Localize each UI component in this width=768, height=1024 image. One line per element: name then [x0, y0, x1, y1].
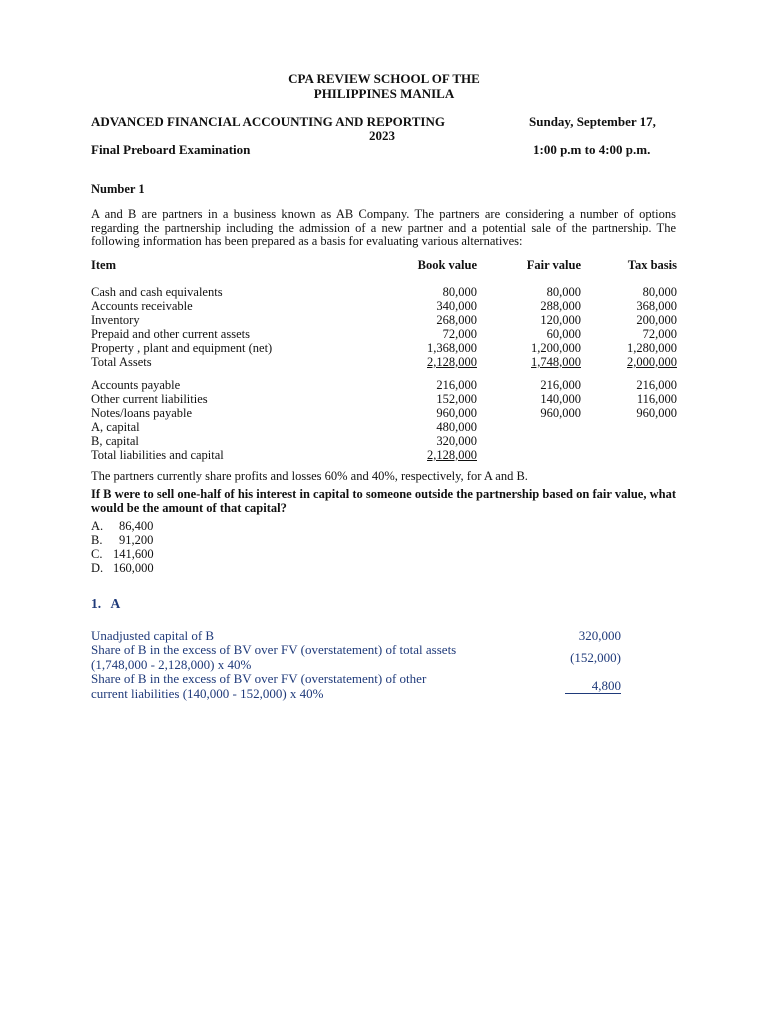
cell-item: B, capital	[91, 434, 139, 448]
cell-fair-value: 288,000	[540, 299, 581, 313]
cell-book-value: 152,000	[436, 392, 477, 406]
cell-tax-basis: 116,000	[636, 392, 677, 406]
solution-line-3-text: Share of B in the excess of BV over FV (overstatement) of other	[91, 671, 427, 686]
cell-item: Cash and cash equivalents	[91, 285, 223, 299]
exam-name: Final Preboard Examination	[91, 142, 251, 157]
cell-fair-value: 1,748,000	[531, 355, 581, 369]
table-row	[91, 406, 677, 420]
solution-line-2-text-cont: (1,748,000 - 2,128,000) x 40%	[91, 657, 252, 672]
table-row	[91, 434, 677, 448]
choice-letter: D.	[91, 561, 104, 575]
exam-date-line2: 2023	[369, 128, 395, 143]
header-fair-value: Fair value	[526, 258, 581, 272]
exam-time: 1:00 p.m to 4:00 p.m.	[533, 142, 651, 157]
cell-item: Total Assets	[91, 355, 152, 369]
cell-item: A, capital	[91, 420, 140, 434]
answer-label: 1. A	[91, 596, 121, 611]
table-row	[91, 392, 677, 406]
cell-book-value: 320,000	[436, 434, 477, 448]
table-total-row	[91, 448, 677, 462]
cell-book-value: 268,000	[436, 313, 477, 327]
table-row	[91, 378, 677, 392]
cell-book-value: 72,000	[442, 327, 477, 341]
cell-book-value: 340,000	[436, 299, 477, 313]
cell-tax-basis: 368,000	[636, 299, 677, 313]
cell-item: Other current liabilities	[91, 392, 208, 406]
cell-fair-value: 120,000	[540, 313, 581, 327]
choice-d[interactable]	[91, 561, 211, 575]
cell-book-value: 2,128,000	[427, 448, 477, 462]
cell-fair-value: 216,000	[540, 378, 581, 392]
solution-line-2-amount: (152,000)	[570, 650, 621, 665]
cell-fair-value: 60,000	[546, 327, 581, 341]
question-text: If B were to sell one-half of his interest in capital to someone outside the partnership based on fair value, what would be the amount of that capital?	[91, 487, 676, 515]
cell-item: Property , plant and equipment (net)	[91, 341, 273, 355]
cell-item: Prepaid and other current assets	[91, 327, 250, 341]
cell-tax-basis: 80,000	[642, 285, 677, 299]
cell-book-value: 216,000	[436, 378, 477, 392]
cell-item: Accounts payable	[91, 378, 181, 392]
header-item: Item	[91, 258, 116, 272]
choice-letter: A.	[91, 519, 104, 533]
solution-line-3-text-cont: current liabilities (140,000 - 152,000) x 40%	[91, 686, 324, 701]
cell-tax-basis: 1,280,000	[627, 341, 677, 355]
cell-item: Inventory	[91, 313, 140, 327]
cell-tax-basis: 960,000	[636, 406, 677, 420]
cell-fair-value: 140,000	[540, 392, 581, 406]
table-header-row	[91, 258, 677, 272]
header-book-value: Book value	[417, 258, 477, 272]
profit-sharing-note: The partners currently share profits and losses 60% and 40%, respectively, for A and B.	[91, 469, 528, 483]
table-row	[91, 341, 677, 355]
cell-book-value: 960,000	[436, 406, 477, 420]
cell-item: Accounts receivable	[91, 299, 193, 313]
header-tax-basis: Tax basis	[627, 258, 677, 272]
solution-line-3-amount: 4,800	[565, 678, 621, 694]
table-total-row	[91, 355, 677, 369]
table-row	[91, 420, 677, 434]
choice-b[interactable]	[91, 533, 211, 547]
cell-book-value: 2,128,000	[427, 355, 477, 369]
school-name-line2: PHILIPPINES MANILA	[313, 86, 455, 101]
choice-c[interactable]	[91, 547, 211, 561]
cell-tax-basis: 2,000,000	[627, 355, 677, 369]
school-name-line1: CPA REVIEW SCHOOL OF THE	[288, 71, 480, 86]
choice-value: 141,600	[113, 547, 154, 561]
solution-line-1-amount: 320,000	[578, 628, 621, 643]
choice-value: 86,400	[119, 519, 154, 533]
cell-book-value: 480,000	[436, 420, 477, 434]
table-row	[91, 285, 677, 299]
solution-line-2-text: Share of B in the excess of BV over FV (overstatement) of total assets	[91, 642, 457, 657]
choice-value: 160,000	[113, 561, 154, 575]
exam-date-line1: Sunday, September 17,	[529, 114, 656, 129]
table-row	[91, 299, 677, 313]
table-row	[91, 313, 677, 327]
problem-number: Number 1	[91, 182, 145, 196]
table-row	[91, 327, 677, 341]
choice-letter: B.	[91, 533, 103, 547]
cell-book-value: 1,368,000	[427, 341, 477, 355]
cell-tax-basis: 216,000	[636, 378, 677, 392]
choice-value: 91,200	[119, 533, 154, 547]
cell-fair-value: 960,000	[540, 406, 581, 420]
cell-book-value: 80,000	[442, 285, 477, 299]
solution-line-1-text: Unadjusted capital of B	[91, 628, 215, 643]
cell-fair-value: 80,000	[546, 285, 581, 299]
problem-intro: A and B are partners in a business known as AB Company. The partners are considering a number of options regarding the partnership including the admission of a new partner and a potential sale of the partnership. The following information has been prepared as a basis for evaluating various alternatives:	[91, 207, 676, 248]
cell-tax-basis: 72,000	[642, 327, 677, 341]
cell-item: Total liabilities and capital	[91, 448, 224, 462]
cell-tax-basis: 200,000	[636, 313, 677, 327]
choice-a[interactable]	[91, 519, 211, 533]
choice-letter: C.	[91, 547, 103, 561]
course-title: ADVANCED FINANCIAL ACCOUNTING AND REPORTING	[91, 114, 445, 129]
cell-item: Notes/loans payable	[91, 406, 193, 420]
cell-fair-value: 1,200,000	[531, 341, 581, 355]
